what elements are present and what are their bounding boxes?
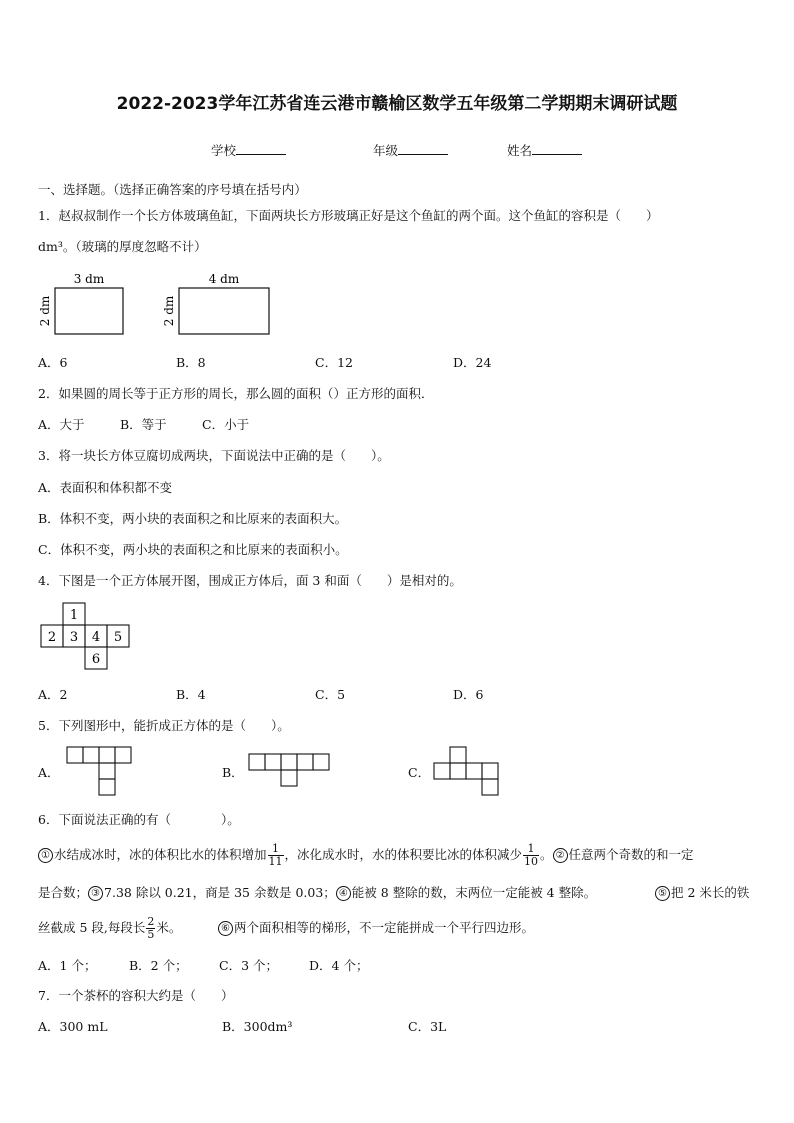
q2-option-b[interactable]: B．等于: [120, 417, 167, 432]
rect-figure-1: [36, 270, 136, 340]
grade-blank: [398, 142, 448, 155]
rect-2-width-label: 4 dm: [208, 272, 240, 286]
q5-net-b[interactable]: [248, 753, 334, 789]
statement-5-marker: ⑤: [655, 886, 670, 901]
rect-2-shape: [179, 288, 269, 334]
q7-text: 7．一个茶杯的容积大约是（ ）: [38, 988, 234, 1003]
net-label-1: 1: [69, 608, 79, 623]
net-label-4: 4: [91, 630, 101, 645]
q7-option-b[interactable]: B．300dm³: [222, 1019, 293, 1034]
q3-option-c[interactable]: C．体积不变，两小块的表面积之和比原来的表面积小。: [38, 542, 348, 557]
statement-2-marker: ②: [553, 848, 568, 863]
rect-1-width-label: 3 dm: [73, 272, 105, 286]
q6-text: 6．下面说法正确的有（ ）。: [38, 812, 240, 827]
q1-text-cont: dm³。（玻璃的厚度忽略不计）: [38, 239, 207, 254]
q3-text: 3．将一块长方体豆腐切成两块，下面说法中正确的是（ ）。: [38, 448, 390, 463]
fraction-1-10: $\frac{1}{10}$: [524, 842, 539, 868]
statement-4-marker: ④: [336, 886, 351, 901]
statement-1-marker: ①: [38, 848, 53, 863]
rect-1-shape: [55, 288, 123, 334]
name-blank: [532, 142, 582, 155]
statement-6-marker: ⑥: [218, 921, 233, 936]
q6-option-b[interactable]: B．2 个；: [129, 958, 188, 973]
q4-option-c[interactable]: C．5: [315, 687, 346, 702]
q6-statement-5: ⑤ 把 2 米长的铁: [655, 885, 749, 901]
rect-1-height-label: 2 dm: [38, 295, 52, 327]
fraction-2-5: $\frac{2}{5}$: [147, 915, 155, 941]
q2-text: 2．如果圆的周长等于正方形的周长，那么圆的面积（）正方形的面积．: [38, 386, 434, 401]
q5-option-a[interactable]: A．: [38, 765, 60, 780]
grade-field: 年级: [373, 142, 448, 159]
q2-option-a[interactable]: A．大于: [38, 417, 85, 432]
q5-net-c[interactable]: [433, 746, 503, 798]
q6-statement-6: ⑥ 两个面积相等的梯形，不一定能拼成一个平行四边形。: [218, 920, 534, 936]
q7-option-c[interactable]: C．3L: [408, 1019, 447, 1034]
q3-option-b[interactable]: B．体积不变，两小块的表面积之和比原来的表面积大。: [38, 511, 348, 526]
q4-option-b[interactable]: B．4: [176, 687, 206, 702]
fraction-1-11: $\frac{1}{11}$: [268, 842, 283, 868]
net-label-2: 2: [47, 630, 57, 645]
q1-option-a[interactable]: A．6: [38, 355, 68, 370]
statement-3-marker: ③: [88, 886, 103, 901]
net-label-5: 5: [113, 630, 123, 645]
q1-option-c[interactable]: C．12: [315, 355, 353, 370]
net-label-3: 3: [69, 630, 79, 645]
section-heading: 一、选择题。（选择正确答案的序号填在括号内）: [38, 182, 307, 197]
q5-option-c[interactable]: C．: [408, 765, 431, 780]
net-label-6: 6: [91, 652, 101, 667]
q4-option-d[interactable]: D．6: [453, 687, 484, 702]
school-blank: [236, 142, 286, 155]
page-title: 2022-2023学年江苏省连云港市赣榆区数学五年级第二学期期末调研试题: [116, 94, 678, 114]
q1-option-b[interactable]: B．8: [176, 355, 206, 370]
q5-text: 5．下列图形中，能折成正方体的是（ ）。: [38, 718, 290, 733]
q6-option-d[interactable]: D．4 个；: [309, 958, 369, 973]
q3-option-a[interactable]: A．表面积和体积都不变: [38, 480, 173, 495]
rect-figure-2: [160, 270, 280, 340]
q4-text: 4．下图是一个正方体展开图，围成正方体后，面 3 和面（ ）是相对的。: [38, 573, 462, 588]
q6-option-a[interactable]: A．1 个；: [38, 958, 97, 973]
name-field: 姓名: [507, 142, 582, 159]
q2-option-c[interactable]: C．小于: [202, 417, 250, 432]
cube-net-figure: [40, 602, 134, 670]
q4-option-a[interactable]: A．2: [38, 687, 68, 702]
q6-statement-line-1: ① 水结成冰时，冰的体积比水的体积增加 $\frac{1}{11}$ ，冰化成水时，水的体积要比冰的体积减少 $\frac{1}{10}$ 。 ② 任意两个奇数的和一定: [38, 842, 694, 868]
q6-statement-line-2: 是合数； ③ 7.38 除以 0.21，商是 35 余数是 0.03； ④ 能被 8 整除的数，末两位一定能被 4 整除。: [38, 885, 597, 900]
q6-option-c[interactable]: C．3 个；: [219, 958, 278, 973]
rect-2-height-label: 2 dm: [162, 295, 176, 327]
q5-option-b[interactable]: B．: [222, 765, 244, 780]
school-field: 学校: [211, 142, 286, 159]
q1-option-d[interactable]: D．24: [453, 355, 492, 370]
q5-net-a[interactable]: [66, 746, 136, 798]
q7-option-a[interactable]: A．300 mL: [38, 1019, 108, 1034]
q1-text: 1．赵叔叔制作一个长方体玻璃鱼缸，下面两块长方形玻璃正好是这个鱼缸的两个面。这个鱼缸的容积是（ ）: [38, 208, 659, 223]
q6-statement-line-3: 丝截成 5 段,每段长 $\frac{2}{5}$ 米。: [38, 915, 182, 941]
